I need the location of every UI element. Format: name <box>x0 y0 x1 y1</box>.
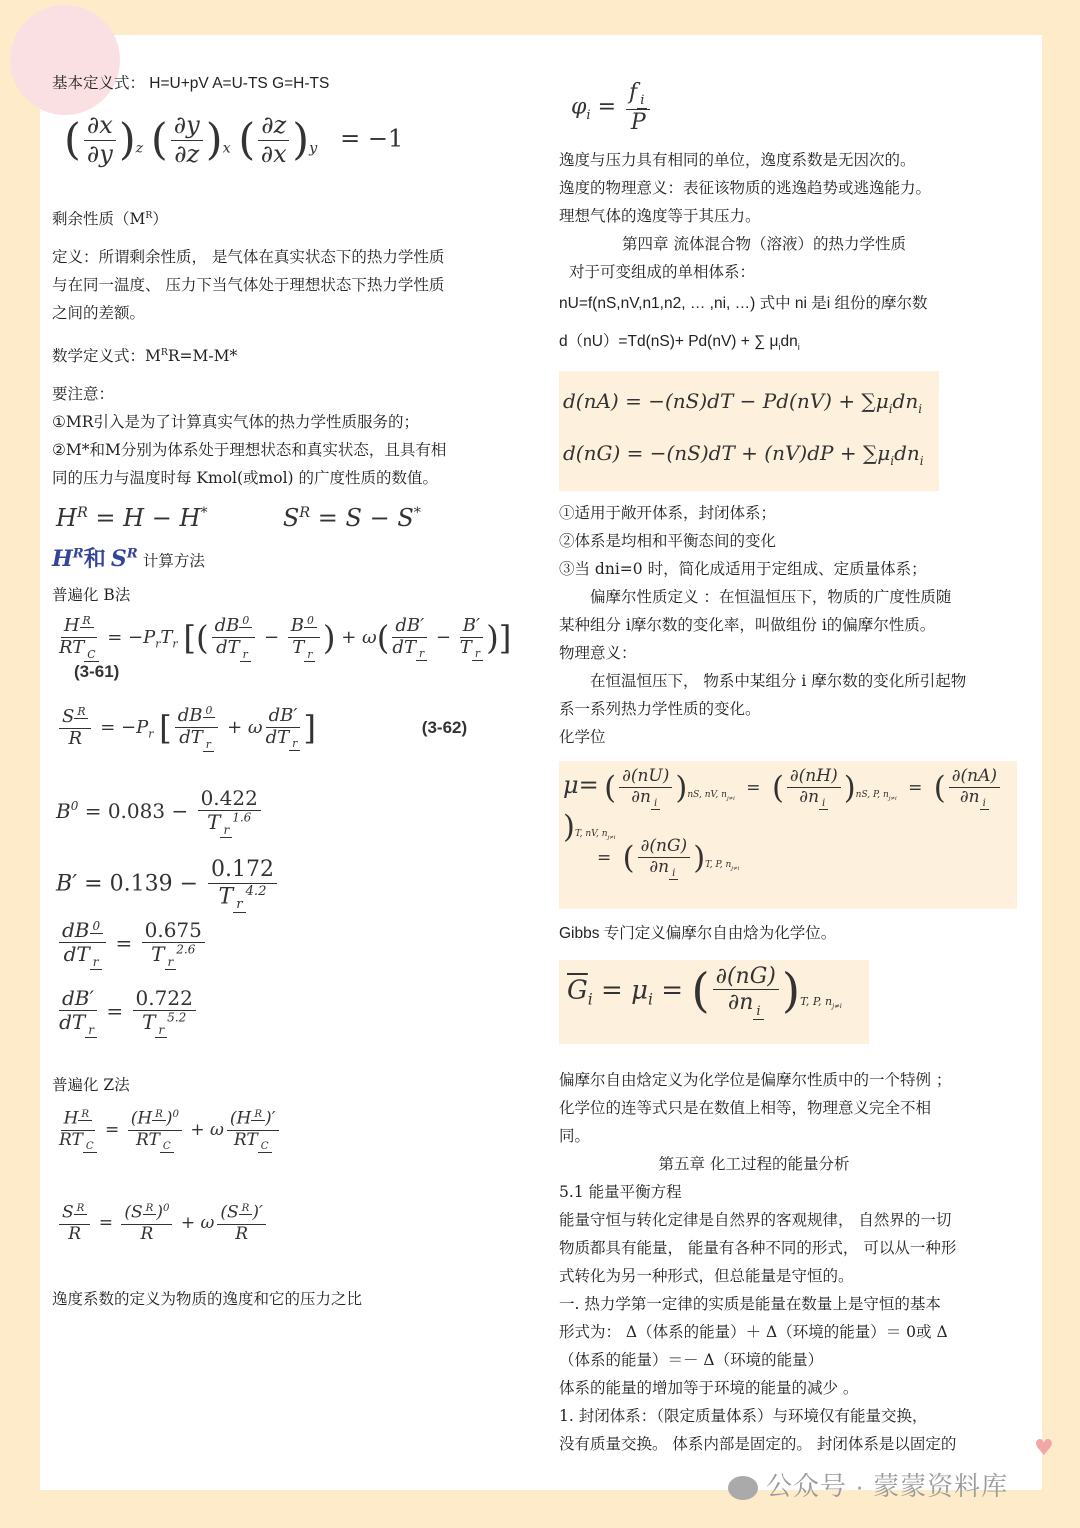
chemical-potential-formula-box: μ= ( $\frac{\partial(nU)}{\partial n _i}$ )$_{nS, nV, n_{j\ne i}}$ = ( $\frac{\partial(nH)}{\partial n _i}$ )$_{nS, P, n_{j\ne i}}$ = ( $\frac{\partial(nA)}{\partial n _i}$ )$_{T, nV, n_{j\ne i}}$ = ( $\frac{\partial(nG)}{\partial n _i}$ )$_{T, P, n_{j\ne i}}$ <box>559 761 1017 909</box>
b-method-heading: 普遍化 B法 <box>52 586 131 605</box>
b1-formula: B′ = 0.139 − $\frac{0.172}{T _r^{4.2}}$ <box>56 857 522 919</box>
definition-line-3: 之间的差额。 <box>52 304 146 323</box>
heart-decoration-icon: ♥ <box>1034 1436 1054 1461</box>
first-law-text-4: 体系的能量的增加等于环境的能量的减少 。 <box>559 1379 859 1398</box>
applicability-1: ①适用于敞开体系，封闭体系； <box>559 504 777 523</box>
note-2: ②M*和M分别为体系处于理想状态和真实状态，且具有相 <box>52 441 447 460</box>
math-definition: 数学定义式：$M^RR=M-M*$ <box>52 347 238 366</box>
energy-text-3: 式转化为另一种形式，但总能量是守恒的。 <box>559 1267 854 1286</box>
hr-sr-method-heading: $H^R$和 $S^R$ 计算方法 <box>52 546 205 573</box>
z-enthalpy-formula: $\frac{H ^R}{RT _C}$ = $\frac{(H ^R )^0}{RT _C}$ + ω $\frac{(H ^R )'}{RT _C}$ <box>56 1109 522 1179</box>
formula-3-62: $\frac{S ^R}{R}$ = $-P_r$ [ $\frac{dB ^0}{dT _r}$ + ω $\frac{dB'}{dT _r}$ ] (3-62) <box>56 705 522 775</box>
note-title: 要注意： <box>52 385 115 404</box>
definition-line-2: 与在同一温度、 压力下当气体处于理想状态下热力学性质 <box>52 276 445 295</box>
formula-3-61: $\frac{H ^R}{RT _C}$ = $-P_rT_r$ [( $\frac{dB ^0}{dT _r}$ − $\frac{B ^0}{T _r}$ ) + ω( $\frac{dB'}{dT _r}$ − $\frac{B'}{T _r}$ )] (3-61) <box>59 614 512 681</box>
closed-system-text-1: 1. 封闭体系：（限定质量体系）与环境仅有能量交换， <box>559 1407 928 1426</box>
section-5-1-title: 5.1 能量平衡方程 <box>559 1183 682 1202</box>
b0-formula: $B^0 = 0.083$ − $\frac{0.422}{T _r^{1.6}}$ <box>56 787 522 851</box>
fugacity-coefficient-formula: $\varphi_i$ = $\frac{f _i}{P}$ <box>571 80 1029 146</box>
chemical-potential-heading: 化学位 <box>559 728 606 747</box>
cyclic-relation-formula: ( $\frac{\partial x}{\partial y}$ )$_z$ ( $\frac{\partial y}{\partial z}$ )$_x$ ( $\frac{\partial z}{\partial x}$ )$_y = -1$ <box>64 111 404 168</box>
chapter-5-title: 第五章 化工过程的能量分析 <box>658 1155 850 1174</box>
energy-text-2: 物质都具有能量， 能量有各种不同的形式， 可以从一种形 <box>559 1239 957 1258</box>
wechat-icon <box>728 1476 758 1500</box>
dnu-equation: d（nU）=Td(nS)+ Pd(nV) + ∑ $\mu_idn_i$ <box>559 333 800 353</box>
z-entropy-formula: $\frac{S ^R}{R}$ = $\frac{(S ^R )^0}{R}$ + ω $\frac{(S ^R )'}{R}$ <box>56 1203 522 1273</box>
dna-dng-formula-box: $d(nA) = -(nS)dT - Pd(nV) + \sum\mu_idn_i$ $d(nG) = -(nS)dT + (nV)dP + \sum\mu_idn_i$ <box>559 371 939 491</box>
basic-definitions: 基本定义式： H=U+pV A=U-TS G=H-TS <box>52 75 330 92</box>
ideal-gas-fugacity-text: 理想气体的逸度等于其压力。 <box>559 207 761 225</box>
physical-meaning-2: 系一系列热力学性质的变化。 <box>559 700 761 719</box>
partial-molar-definition-2: 某种组分 i摩尔数的变化率，叫做组份 i的偏摩尔性质。 <box>559 616 936 635</box>
right-column <box>559 80 1029 1458</box>
first-law-text-2: 形式为： Δ（体系的能量）＋ Δ（环境的能量）＝ 0或 Δ <box>559 1323 948 1342</box>
closed-system-text-2: 没有质量交换。 体系内部是固定的。 封闭体系是以固定的 <box>559 1435 957 1454</box>
fugacity-unit-text: 逸度与压力具有相同的单位，逸度系数是无因次的。 <box>559 151 916 169</box>
note-1: ①MR引入是为了计算真实气体的热力学性质服务的； <box>52 413 419 432</box>
applicability-3: ③当 dni=0 时，简化成适用于定组成、定质量体系； <box>559 560 927 579</box>
partial-molar-gibbs-note-3: 同。 <box>559 1127 591 1146</box>
variable-composition-text: 对于可变组成的单相体系： <box>569 263 756 281</box>
left-column <box>52 70 522 1313</box>
residual-title: 剩余性质$(M^R)$ <box>52 210 168 229</box>
fugacity-meaning-text: 逸度的物理意义：表征该物质的逃逸趋势或逃逸能力。 <box>559 179 932 197</box>
z-method-heading: 普遍化 Z法 <box>52 1076 130 1095</box>
partial-molar-gibbs-note-2: 化学位的连等式只是在数值上相等，物理意义完全不相 <box>559 1099 932 1118</box>
physical-meaning-heading: 物理意义： <box>559 644 637 663</box>
watermark: 公众号 · 蒙蒙资料库 <box>728 1466 1008 1503</box>
partial-molar-gibbs-note-1: 偏摩尔自由焓定义为化学位是偏摩尔性质中的一个特例 ； <box>559 1071 952 1090</box>
definition-line-1: 定义：所谓剩余性质， 是气体在真实状态下的热力学性质 <box>52 248 445 267</box>
gibbs-definition-text: Gibbs 专门定义偏摩尔自由焓为化学位。 <box>559 925 837 943</box>
applicability-2: ②体系是均相和平衡态间的变化 <box>559 532 777 551</box>
chapter-4-title: 第四章 流体混合物（溶液）的热力学性质 <box>622 235 906 253</box>
db0-formula: $\frac{dB ^0}{dT _r}$ = $\frac{0.675}{T _r^{2.6}}$ <box>56 919 522 987</box>
partial-molar-definition-1: 偏摩尔性质定义 ：在恒温恒压下，物质的广度性质随 <box>590 588 952 607</box>
partial-molar-gibbs-formula-box: $\overline{G}_i = \mu_i$ = ( $\frac{\partial(nG)}{\partial n _i}$ )$_{T, P, n_{j\ne i}}$ <box>559 960 869 1044</box>
energy-text-1: 能量守恒与转化定律是自然界的客观规律， 自然界的一切 <box>559 1211 952 1230</box>
first-law-text-3: （体系的能量）＝－ Δ（环境的能量） <box>559 1351 824 1370</box>
residual-enthalpy-entropy-formula: $H^R = H - H^*$ $S^R = S - S^*$ <box>56 504 421 533</box>
db1-formula: $\frac{dB'}{dT _r}$ = $\frac{0.722}{T _r^{5.2}}$ <box>56 987 522 1057</box>
fugacity-definition: 逸度系数的定义为物质的逸度和它的压力之比 <box>52 1290 363 1309</box>
nu-function-text: nU=f(nS,nV,n1,n2, … ,ni, …) 式中 ni 是i 组份的摩尔数 <box>559 295 928 312</box>
note-3: 同的压力与温度时每 Kmol(或mol) 的广度性质的数值。 <box>52 469 439 488</box>
physical-meaning-1: 在恒温恒压下， 物系中某组分 i 摩尔数的变化所引起物 <box>590 672 967 691</box>
first-law-text-1: 一. 热力学第一定律的实质是能量在数量上是守恒的基本 <box>559 1295 941 1314</box>
